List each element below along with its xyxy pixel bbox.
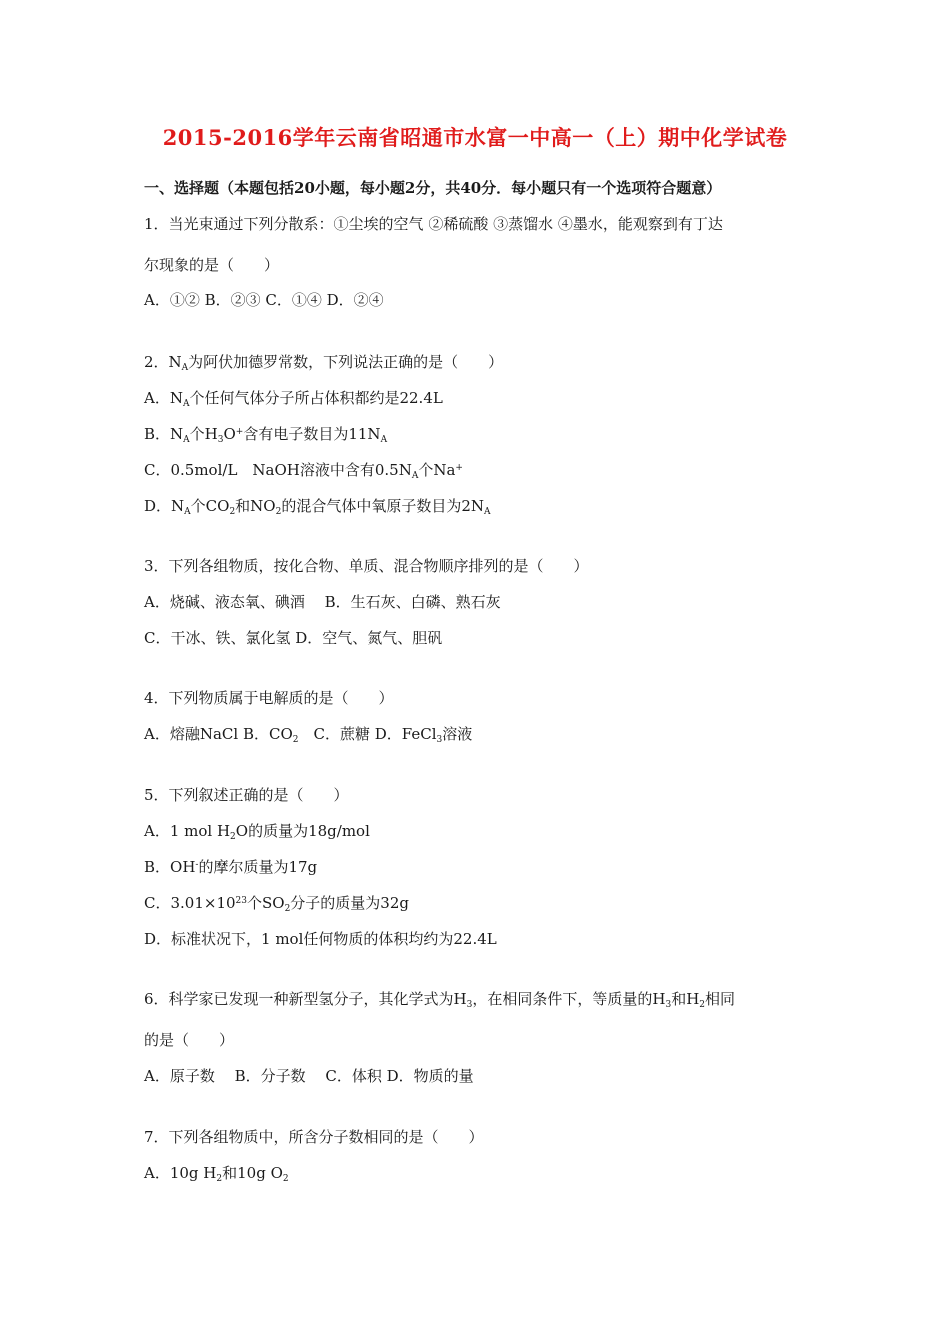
question-5-option-d: D．标准状况下，1 mol任何物质的体积均约为22.4L	[144, 930, 497, 948]
question-2-stem: 2．$N_A$为阿伏加德罗常数，下列说法正确的是（ ）	[144, 353, 504, 373]
question-5-option-b: B．OH-的摩尔质量为17g	[144, 858, 318, 876]
question-6-stem-line2: 的是（ ）	[144, 1031, 235, 1049]
page-title: 2015-2016学年云南省昭通市水富一中高一（上）期中化学试卷	[162, 125, 788, 150]
question-1-stem-line2: 尔现象的是（ ）	[144, 256, 280, 274]
question-2-option-b: B．$N_A$个$H_3O^+$含有电子数目为$11N_A$	[144, 425, 388, 445]
question-4-stem: 4．下列物质属于电解质的是（ ）	[144, 689, 394, 707]
question-3-options-cd: C．干冰、铁、氯化氢 D．空气、氮气、胆矾	[144, 629, 443, 647]
question-2-option-a: A．$N_A$个任何气体分子所占体积都约是22.4L	[144, 389, 443, 409]
question-5-option-c: C．$3.01\times 10^{23}$个$SO_2$分子的质量为32g	[144, 894, 409, 914]
question-4-options: A．熔融NaCl B．$CO_2$ C．蔗糖 D．FeCl$_3$溶液	[144, 725, 473, 745]
section-heading: 一、选择题（本题包括20小题，每小题2分，共40分．每小题只有一个选项符合题意）	[144, 179, 722, 197]
question-7-option-a: A．10g $H_2$和10g $O_2$	[144, 1164, 289, 1184]
question-2-option-c: C．0.5mol/L NaOH溶液中含有$0.5N_A$个Na+	[144, 461, 463, 481]
question-1-stem-line1: 1．当光束通过下列分散系：①尘埃的空气 ②稀硫酸 ③蒸馏水 ④墨水，能观察到有丁达	[144, 215, 723, 233]
question-6-stem-line1: 6．科学家已发现一种新型氢分子，其化学式为$H_3$，在相同条件下，等质量的$H_3$和$H_2$相同	[144, 990, 736, 1010]
question-5-option-a: A．1 mol $H_2O$的质量为18g/mol	[144, 822, 370, 842]
question-7-stem: 7．下列各组物质中，所含分子数相同的是（ ）	[144, 1128, 484, 1146]
question-5-stem: 5．下列叙述正确的是（ ）	[144, 786, 349, 804]
question-3-options-ab: A．烧碱、液态氧、碘酒 B．生石灰、白磷、熟石灰	[144, 593, 501, 611]
question-2-option-d: D．$N_A$个$CO_2$和$NO_2$的混合气体中氧原子数目为$2N_A$	[144, 497, 491, 517]
question-1-options: A．①② B．②③ C．①④ D．②④	[144, 291, 384, 309]
question-6-options: A．原子数 B．分子数 C．体积 D．物质的量	[144, 1067, 474, 1085]
question-3-stem: 3．下列各组物质，按化合物、单质、混合物顺序排列的是（ ）	[144, 557, 589, 575]
